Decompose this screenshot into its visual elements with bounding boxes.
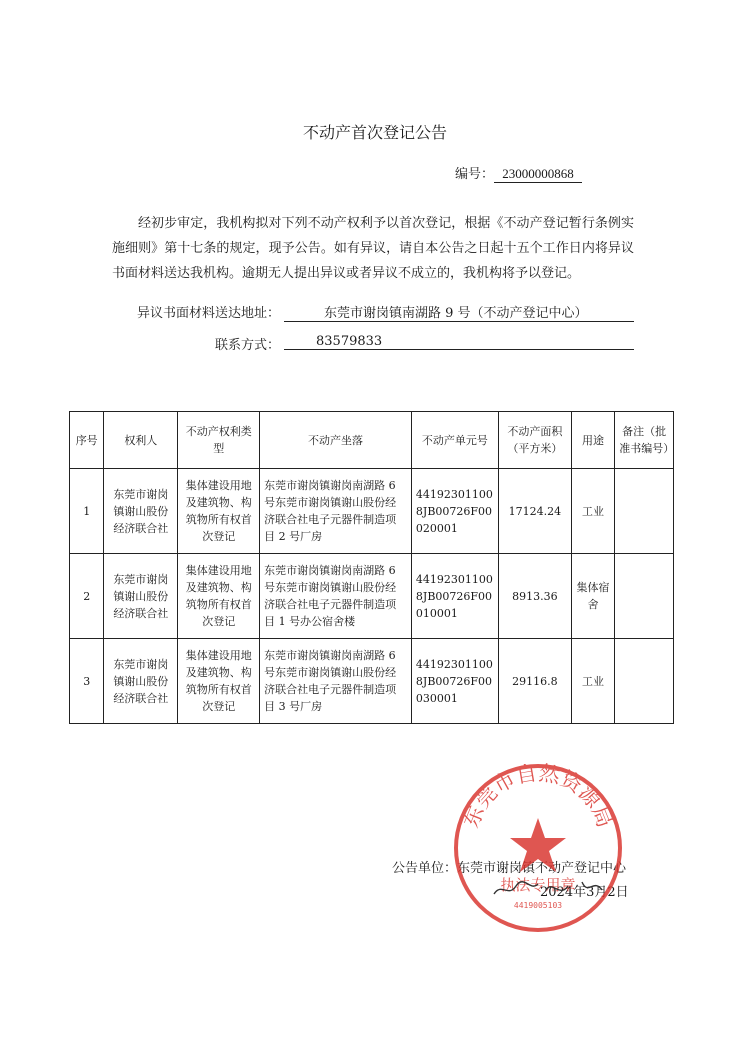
handwritten-date-signature-icon xyxy=(490,872,620,902)
header-remark: 备注（批准书编号） xyxy=(615,412,674,469)
header-usage: 用途 xyxy=(571,412,615,469)
cell-right-type: 集体建设用地及建筑物、构筑物所有权首次登记 xyxy=(178,639,260,724)
seal-text-bottom: 执法专用章 xyxy=(500,876,576,894)
contact-label: 联系方式： xyxy=(214,338,280,353)
cell-index: 3 xyxy=(70,639,104,724)
issuing-unit: 公告单位：东莞市谢岗镇不动产登记中心 xyxy=(392,861,627,876)
cell-unit-number: 441923011008JB00726F00010001 xyxy=(411,554,498,639)
header-unit-number: 不动产单元号 xyxy=(411,412,498,469)
header-right-type: 不动产权利类型 xyxy=(178,412,260,469)
issue-date: 2024年3月2日 xyxy=(540,885,629,900)
cell-right-type: 集体建设用地及建筑物、构筑物所有权首次登记 xyxy=(178,469,260,554)
cell-unit-number: 441923011008JB00726F00020001 xyxy=(411,469,498,554)
cell-owner: 东莞市谢岗镇谢山股份经济联合社 xyxy=(104,554,178,639)
header-owner: 权利人 xyxy=(104,412,178,469)
registration-table xyxy=(69,411,674,724)
cell-location: 东莞市谢岗镇谢岗南湖路 6 号东莞市谢岗镇谢山股份经济联合社电子元器件制造项目 3 号厂房 xyxy=(260,639,412,724)
contact-value: 83579833 xyxy=(316,334,383,349)
table-row xyxy=(70,639,674,724)
seal-text-top: 东莞市自然资源局 xyxy=(458,760,618,831)
number-value: 23000000868 xyxy=(494,166,582,183)
cell-location: 东莞市谢岗镇谢岗南湖路 6 号东莞市谢岗镇谢山股份经济联合社电子元器件制造项目 1 号办公宿舍楼 xyxy=(260,554,412,639)
cell-index: 1 xyxy=(70,469,104,554)
header-location: 不动产坐落 xyxy=(260,412,412,469)
cell-remark xyxy=(615,639,674,724)
address-value: 东莞市谢岗镇南湖路 9 号（不动产登记中心） xyxy=(324,306,588,321)
cell-area: 8913.36 xyxy=(498,554,571,639)
cell-owner: 东莞市谢岗镇谢山股份经济联合社 xyxy=(104,639,178,724)
number-label: 编号： xyxy=(455,167,495,182)
intro-paragraph: 经初步审定，我机构拟对下列不动产权利予以首次登记，根据《不动产登记暂行条例实施细则》第十七条的规定，现予公告。如有异议，请自本公告之日起十五个工作日内将异议书面材料送达我机构。逾期无人提出异议或者异议不成立的，我机构将予以登记。 xyxy=(112,216,634,281)
header-index: 序号 xyxy=(70,412,104,469)
page-title: 不动产首次登记公告 xyxy=(302,123,447,142)
cell-remark xyxy=(615,469,674,554)
objection-address xyxy=(112,302,588,321)
cell-right-type: 集体建设用地及建筑物、构筑物所有权首次登记 xyxy=(178,554,260,639)
contact-info xyxy=(112,334,383,353)
cell-usage: 集体宿舍 xyxy=(571,554,615,639)
cell-area: 17124.24 xyxy=(498,469,571,554)
cell-index: 2 xyxy=(70,554,104,639)
cell-remark xyxy=(615,554,674,639)
cell-usage: 工业 xyxy=(571,469,615,554)
cell-unit-number: 441923011008JB00726F00030001 xyxy=(411,639,498,724)
table-row xyxy=(70,554,674,639)
cell-location: 东莞市谢岗镇谢岗南湖路 6 号东莞市谢岗镇谢山股份经济联合社电子元器件制造项目 2 号厂房 xyxy=(260,469,412,554)
official-seal-icon xyxy=(448,758,628,938)
table-header-row xyxy=(70,412,674,469)
table-row xyxy=(70,469,674,554)
announcement-number xyxy=(455,163,582,183)
cell-owner: 东莞市谢岗镇谢山股份经济联合社 xyxy=(104,469,178,554)
address-label: 异议书面材料送达地址： xyxy=(136,306,280,321)
header-area: 不动产面积（平方米） xyxy=(498,412,571,469)
seal-number: 4419005103 xyxy=(513,901,563,910)
cell-area: 29116.8 xyxy=(498,639,571,724)
cell-usage: 工业 xyxy=(571,639,615,724)
